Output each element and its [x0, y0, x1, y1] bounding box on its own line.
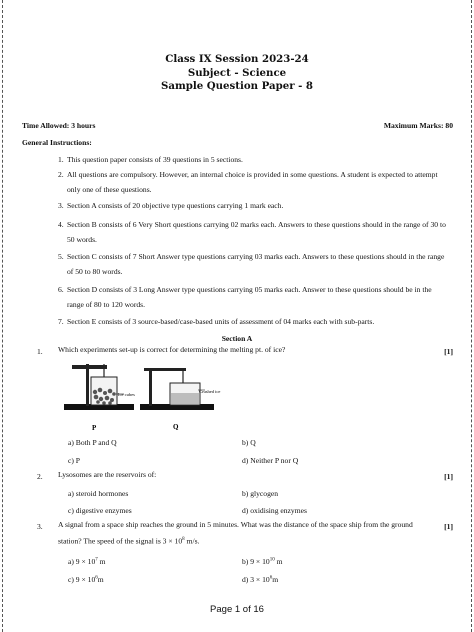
- option-unit: m: [274, 557, 283, 566]
- question-marks: [1]: [444, 522, 453, 531]
- paper-title: Sample Question Paper - 8: [161, 80, 313, 92]
- option-letter: a): [68, 557, 74, 566]
- option-b: b) glycogen: [242, 489, 279, 498]
- question-text: Which experiments set-up is correct for determining the melting pt. of ice?: [58, 345, 286, 354]
- instruction-item: [58, 250, 450, 279]
- question-number: 2.: [37, 472, 43, 481]
- option-d: [242, 575, 278, 584]
- question-marks: [1]: [444, 472, 453, 481]
- instruction-text: Section E consists of 3 source-based/case-based units of assessment of 04 marks each with sub-parts.: [67, 317, 375, 326]
- option-c: c) digestive enzymes: [68, 506, 132, 515]
- instruction-text: Section D consists of 3 Long Answer type questions carrying 05 marks each. Answer to these questions should be in the range of 80 to 120 words.: [67, 285, 432, 309]
- option-unit: m: [97, 557, 106, 566]
- instruction-text: Section A consists of 20 objective type questions carrying 1 mark each.: [67, 201, 284, 210]
- setup-q-label: Q: [173, 423, 179, 431]
- instruction-item: [58, 283, 450, 312]
- option-base: 3 × 10: [248, 575, 270, 584]
- option-exponent: 7: [95, 557, 98, 563]
- option-b: b) Q: [242, 438, 256, 447]
- class-title: Class IX Session 2023-24: [165, 53, 309, 65]
- instruction-number: 5.: [58, 252, 64, 261]
- instruction-number: 3.: [58, 201, 64, 210]
- page-footer: Page 1 of 16: [210, 604, 264, 615]
- subject-title: Subject - Science: [187, 66, 287, 79]
- option-d: d) Neither P nor Q: [242, 456, 299, 465]
- instruction-item: [58, 168, 450, 197]
- question-text: Lysosomes are the reservoirs of:: [58, 470, 157, 479]
- left-border: [2, 0, 3, 632]
- instruction-item: [58, 315, 450, 330]
- option-c: [68, 575, 104, 584]
- option-exponent: 10: [269, 557, 275, 563]
- question-text-main: A signal from a space ship reaches the ground in 5 minutes. What was the distance of the space ship from the ground station? The speed of the signal is 3 × 10: [58, 520, 413, 546]
- ice-cubes-label: Ice cubes: [118, 392, 135, 397]
- option-c: c) P: [68, 456, 81, 465]
- general-instructions-title: General Instructions:: [22, 138, 92, 147]
- paper-header: [0, 53, 474, 94]
- setup-p-label: P: [92, 424, 97, 432]
- instruction-text: This question paper consists of 39 questions in 5 sections.: [67, 155, 243, 164]
- melting-point-setup-figure: [58, 360, 228, 432]
- question-text-exponent: 8: [182, 536, 185, 542]
- option-letter: c): [68, 575, 74, 584]
- option-base: 9 × 10: [73, 575, 96, 584]
- option-letter: d): [242, 575, 249, 584]
- instruction-item: [58, 199, 450, 214]
- question-text-unit: m/s.: [184, 536, 200, 546]
- question-number: 1.: [37, 347, 43, 356]
- option-unit: m: [272, 575, 279, 584]
- right-border: [471, 0, 472, 632]
- instruction-number: 2.: [58, 170, 64, 179]
- time-allowed: Time Allowed: 3 hours: [22, 121, 96, 130]
- section-a-heading: Section A: [221, 334, 253, 343]
- instruction-text: Section B consists of 6 Very Short questions carrying 02 marks each. Answers to these questions should in the range of 30 to 50 words.: [67, 220, 446, 244]
- option-b: [242, 557, 283, 566]
- option-a: a) steroid hormones: [68, 489, 129, 498]
- instruction-number: 4.: [58, 220, 64, 229]
- instruction-item: [58, 218, 450, 247]
- maximum-marks: Maximum Marks: 80: [383, 121, 453, 130]
- option-a: [68, 557, 106, 566]
- instruction-number: 6.: [58, 285, 64, 294]
- crushed-ice-label: Crushed ice: [199, 389, 221, 394]
- instruction-number: 7.: [58, 317, 64, 326]
- option-a: a) Both P and Q: [68, 438, 117, 447]
- option-exponent: 6: [95, 575, 98, 581]
- question-number: 3.: [37, 522, 43, 531]
- question-text: [58, 518, 428, 549]
- instruction-text: All questions are compulsory. However, an internal choice is provided in some questions. A student is expected to attempt only one of these questions.: [67, 170, 438, 194]
- option-base: 9 × 10: [248, 557, 270, 566]
- option-exponent: 6: [269, 575, 273, 581]
- option-unit: m: [97, 575, 104, 584]
- option-base: 9 × 10: [73, 557, 96, 566]
- instruction-text: Section C consists of 7 Short Answer type questions carrying 03 marks each. Answers to these questions should in the range of 50 to 80 words.: [67, 252, 445, 276]
- option-d: d) oxidising enzymes: [242, 506, 307, 515]
- instruction-number: 1.: [58, 155, 64, 164]
- option-letter: b): [242, 557, 249, 566]
- instruction-item: [58, 153, 450, 168]
- question-marks: [1]: [444, 347, 453, 356]
